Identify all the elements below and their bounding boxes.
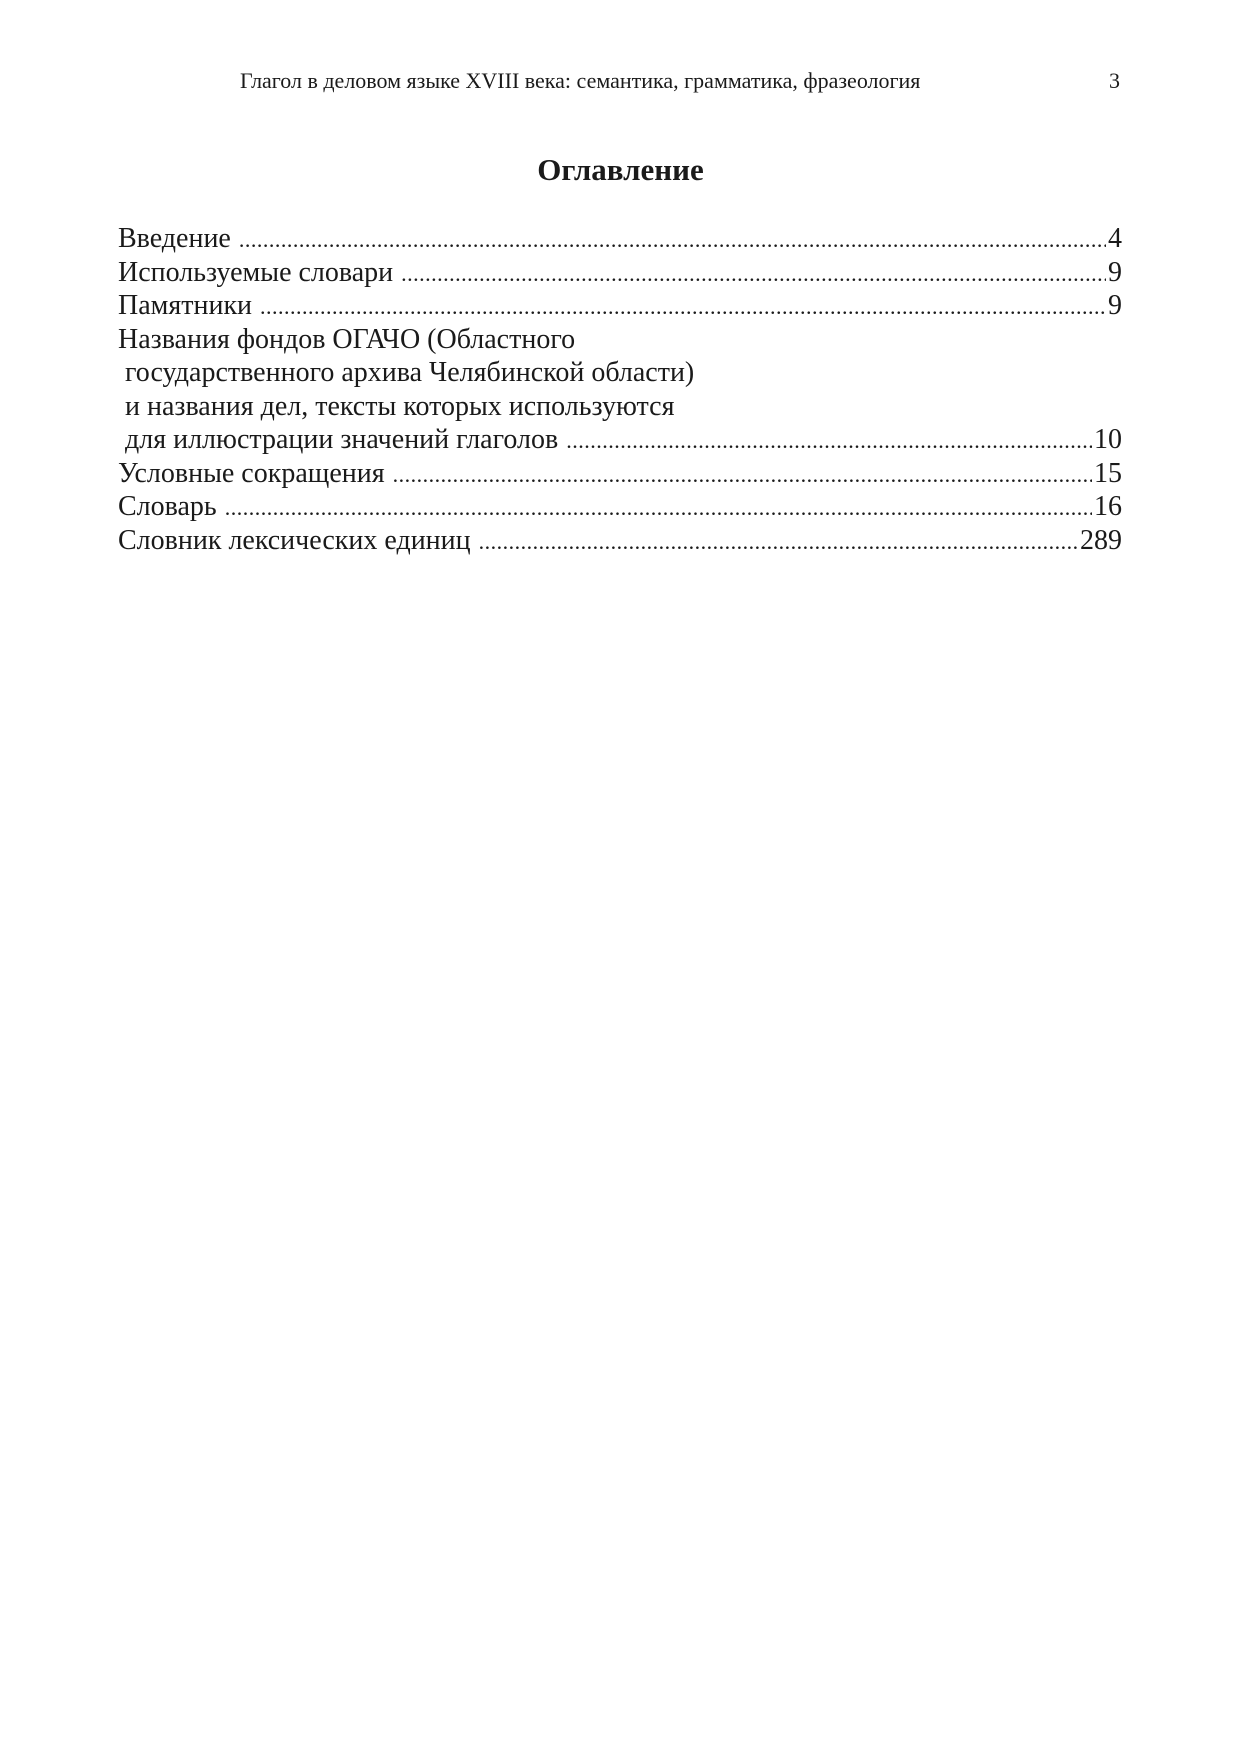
page-number: 3 bbox=[1109, 68, 1120, 93]
toc-entry-monuments[interactable] bbox=[118, 289, 1122, 323]
dot-leader bbox=[393, 458, 1092, 492]
dot-leader bbox=[479, 525, 1078, 559]
dot-leader bbox=[239, 223, 1106, 257]
toc-entry-line bbox=[118, 222, 1122, 256]
toc-entry-word-list[interactable] bbox=[118, 524, 1122, 558]
toc-entry-page: 289 bbox=[1080, 524, 1122, 556]
toc-entry-title-line-2: государственного архива Челябинской области) bbox=[125, 357, 695, 388]
toc-entry-title-line-3: и названия дел, тексты которых используются bbox=[125, 390, 675, 422]
toc-entry-line bbox=[118, 457, 1122, 491]
toc-entry-line bbox=[118, 524, 1122, 558]
toc-entry-title: Словник лексических единиц bbox=[118, 524, 471, 556]
toc-entry-page: 16 bbox=[1094, 491, 1122, 522]
toc-entry-title: Используемые словари bbox=[118, 256, 394, 288]
dot-leader bbox=[260, 290, 1106, 324]
running-title: Глагол в деловом языке XVIII века: семантика, грамматика, фразеология bbox=[240, 68, 921, 93]
toc-entry-title: Словарь bbox=[118, 491, 217, 522]
toc-entry-line bbox=[118, 423, 1122, 457]
toc-entry-title: Введение bbox=[118, 223, 231, 254]
toc-entry-title: Памятники bbox=[118, 290, 253, 321]
toc-entry-line bbox=[118, 356, 1122, 390]
toc-entry-page: 10 bbox=[1094, 424, 1122, 455]
toc-entry-dictionaries[interactable] bbox=[118, 256, 1122, 290]
toc-entry-archive-funds[interactable] bbox=[118, 323, 1122, 457]
table-of-contents bbox=[118, 222, 1122, 557]
dot-leader bbox=[566, 424, 1092, 458]
toc-entry-line bbox=[118, 289, 1122, 323]
toc-entry-line bbox=[118, 390, 1122, 424]
toc-entry-title: Условные сокращения bbox=[118, 457, 385, 489]
toc-entry-dictionary[interactable] bbox=[118, 490, 1122, 524]
toc-entry-page: 4 bbox=[1108, 223, 1122, 254]
running-header bbox=[240, 64, 1120, 98]
toc-entry-page: 9 bbox=[1108, 256, 1122, 288]
toc-entry-line bbox=[118, 256, 1122, 290]
toc-entry-line bbox=[118, 490, 1122, 524]
toc-entry-line bbox=[118, 323, 1122, 357]
toc-entry-abbreviations[interactable] bbox=[118, 457, 1122, 491]
toc-entry-title-line-1: Названия фондов ОГАЧО (Областного bbox=[118, 323, 576, 355]
toc-entry-page: 9 bbox=[1108, 290, 1122, 321]
toc-entry-page: 15 bbox=[1094, 457, 1122, 489]
dot-leader bbox=[401, 257, 1106, 291]
toc-heading: Оглавление bbox=[537, 152, 704, 187]
dot-leader bbox=[225, 491, 1092, 525]
toc-entry-introduction[interactable] bbox=[118, 222, 1122, 256]
toc-entry-title-line-4: для иллюстрации значений глаголов bbox=[125, 424, 559, 455]
